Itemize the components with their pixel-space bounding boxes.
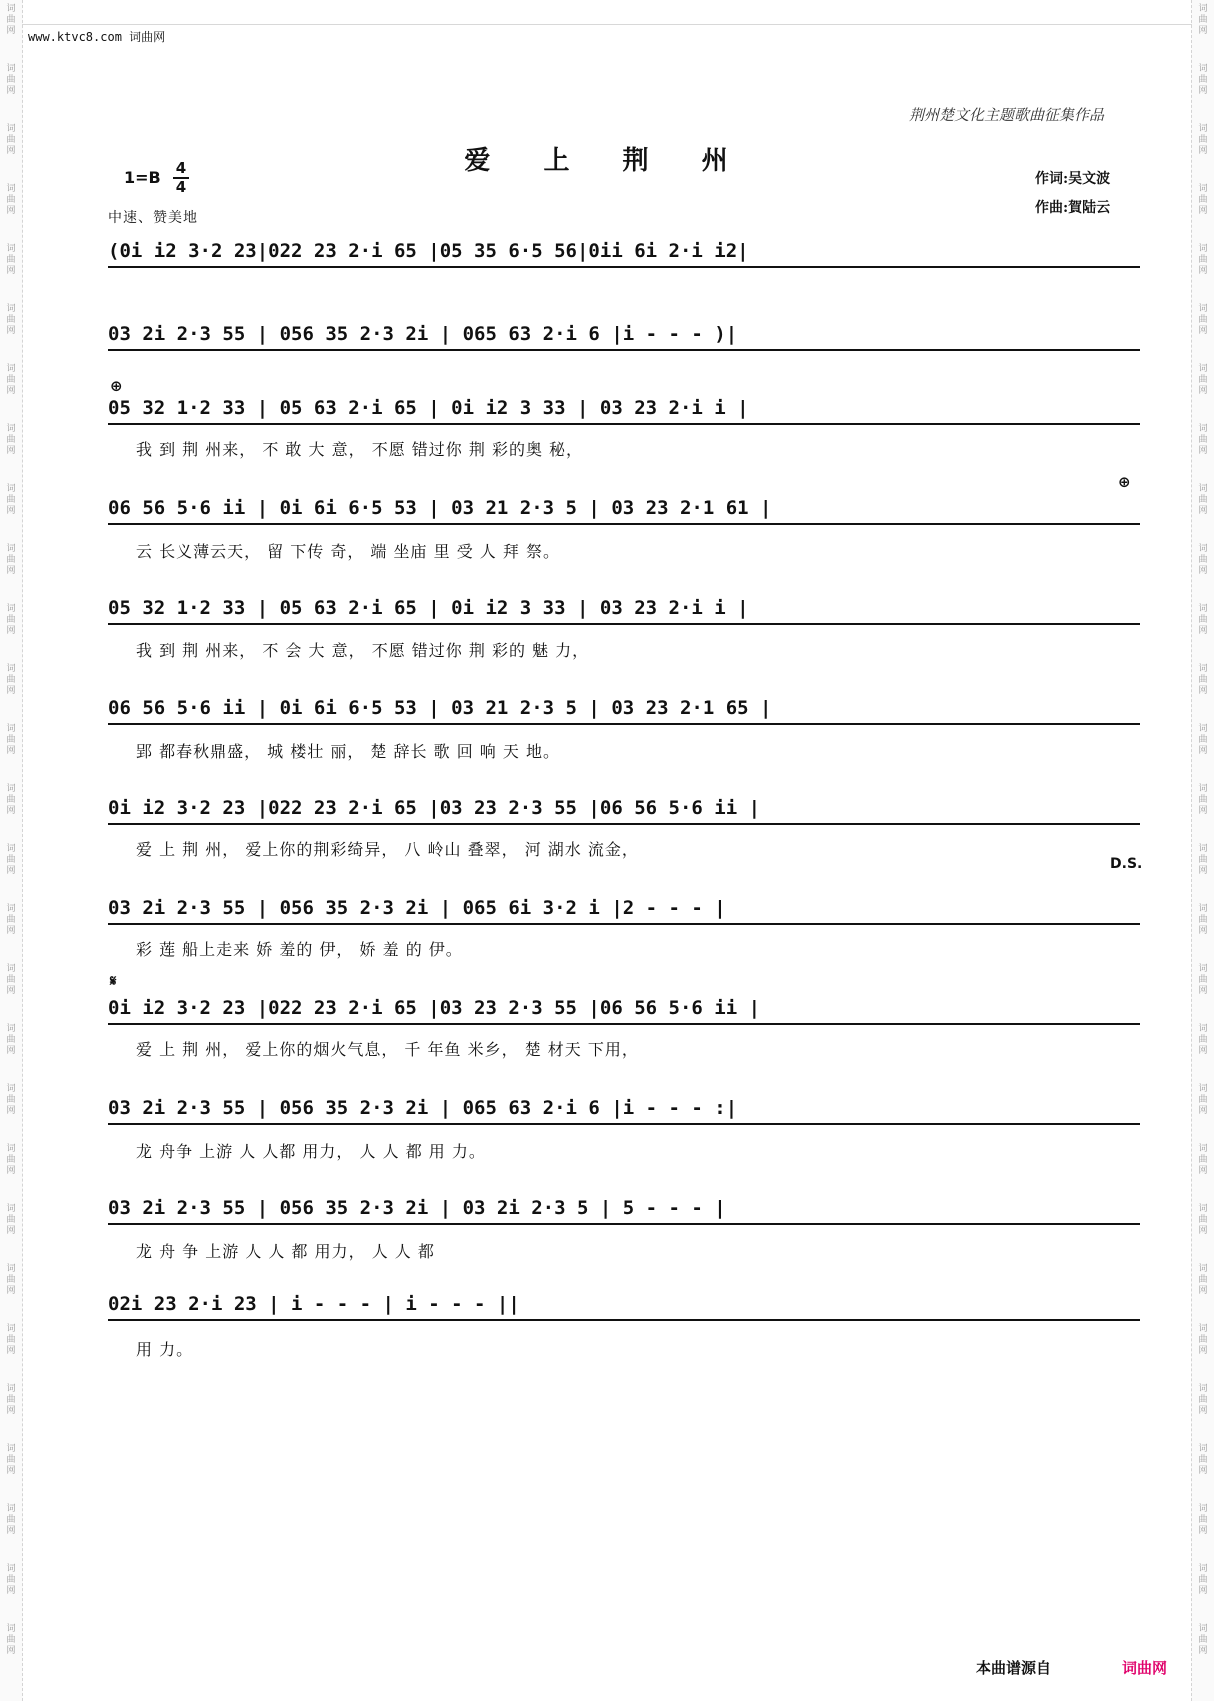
watermark-text: 词 曲 网 (6, 1564, 16, 1596)
ds-marking: D.S. (1110, 856, 1143, 872)
watermark-text: 词 曲 网 (1198, 4, 1208, 36)
notation-line: 0i i2 3·2 23 |022 23 2·i 65 |03 23 2·3 55 |06 56 5·6 ii | (108, 797, 1140, 819)
watermark-text: 词 曲 网 (1198, 604, 1208, 636)
beam-underline (108, 1319, 1140, 1321)
lyric-line: 云 长义薄云天， 留 下传 奇， 端 坐庙 里 受 人 拜 祭。 (136, 542, 560, 561)
watermark-text: 词 曲 网 (6, 664, 16, 696)
watermark-text: 词 曲 网 (6, 1264, 16, 1296)
watermark-text: 词 曲 网 (1198, 1504, 1208, 1536)
watermark-text: 词 曲 网 (6, 1084, 16, 1116)
lyric-line: 龙 舟争 上游 人 人都 用力， 人 人 都 用 力。 (136, 1142, 486, 1161)
site-url-label[interactable]: www.ktvc8.com 词曲网 (28, 30, 166, 44)
key-signature: 1=B (124, 168, 161, 187)
coda-mark-top: ⊕ (110, 377, 123, 395)
time-signature-denominator: 4 (175, 178, 187, 196)
watermark-text: 词 曲 网 (1198, 64, 1208, 96)
watermark-text: 词 曲 网 (1198, 904, 1208, 936)
watermark-text: 词 曲 网 (1198, 1444, 1208, 1476)
lyric-line: 我 到 荆 州来， 不 会 大 意， 不愿 错过你 荆 彩的 魅 力， (136, 641, 590, 660)
beam-underline (108, 723, 1140, 725)
watermark-text: 词 曲 网 (1198, 1564, 1208, 1596)
watermark-text: 词 曲 网 (1198, 1204, 1208, 1236)
beam-underline (108, 923, 1140, 925)
notation-line: 06 56 5·6 ii | 0i 6i 6·5 53 | 03 21 2·3 5 | 03 23 2·1 61 | (108, 497, 1140, 519)
lyric-line: 郢 都春秋鼎盛， 城 楼壮 丽， 楚 辞长 歌 回 响 天 地。 (136, 742, 560, 761)
watermark-text: 词 曲 网 (6, 484, 16, 516)
watermark-text: 词 曲 网 (6, 1504, 16, 1536)
coda-mark-right: ⊕ (1118, 473, 1131, 491)
watermark-text: 词 曲 网 (1198, 1144, 1208, 1176)
tempo-marking: 中速、赞美地 (108, 210, 198, 226)
notation-line: 03 2i 2·3 55 | 056 35 2·3 2i | 065 6i 3·2 i |2 - - - | (108, 897, 1140, 919)
watermark-text: 词 曲 网 (6, 844, 16, 876)
composer-credit: 作曲:賀陆云 (1035, 200, 1111, 216)
notation-line: 02i 23 2·i 23 | i - - - | i - - - || (108, 1293, 1140, 1315)
notation-line: 05 32 1·2 33 | 05 63 2·i 65 | 0i i2 3 33 | 03 23 2·i i | (108, 597, 1140, 619)
beam-underline (108, 1123, 1140, 1125)
time-signature-numerator: 4 (173, 160, 189, 179)
watermark-text: 词 曲 网 (6, 604, 16, 636)
notation-line: 03 2i 2·3 55 | 056 35 2·3 2i | 065 63 2·i 6 |i - - - )| (108, 323, 1140, 345)
watermark-text: 词 曲 网 (1198, 424, 1208, 456)
beam-underline (108, 523, 1140, 525)
watermark-text: 词 曲 网 (6, 1624, 16, 1656)
footer-source-label: 本曲谱源自 (976, 1659, 1052, 1677)
song-title: 爱 上 荆 州 (464, 146, 750, 176)
watermark-text: 词 曲 网 (6, 964, 16, 996)
footer-site-logo[interactable]: 词曲网 (1122, 1659, 1168, 1677)
watermark-text: 词 曲 网 (1198, 844, 1208, 876)
notation-line: 03 2i 2·3 55 | 056 35 2·3 2i | 065 63 2·i 6 |i - - - :| (108, 1097, 1140, 1119)
lyric-line: 龙 舟 争 上游 人 人 都 用力， 人 人 都 (136, 1242, 435, 1261)
watermark-text: 词 曲 网 (1198, 964, 1208, 996)
notation-line: 05 32 1·2 33 | 05 63 2·i 65 | 0i i2 3 33 | 03 23 2·i i | (108, 397, 1140, 419)
watermark-text: 词 曲 网 (6, 904, 16, 936)
beam-underline (108, 423, 1140, 425)
watermark-text: 词 曲 网 (6, 1144, 16, 1176)
notation-line: 03 2i 2·3 55 | 056 35 2·3 2i | 03 2i 2·3 5 | 5 - - - | (108, 1197, 1140, 1219)
lyric-line: 我 到 荆 州来， 不 敢 大 意， 不愿 错过你 荆 彩的奥 秘， (136, 440, 584, 459)
watermark-text: 词 曲 网 (1198, 544, 1208, 576)
lyricist-credit: 作词:吴文波 (1035, 171, 1111, 187)
watermark-text: 词 曲 网 (1198, 304, 1208, 336)
lyric-line: 用 力。 (136, 1340, 194, 1359)
watermark-text: 词 曲 网 (6, 424, 16, 456)
watermark-text: 词 曲 网 (1198, 1624, 1208, 1656)
watermark-text: 词 曲 网 (6, 1444, 16, 1476)
watermark-text: 词 曲 网 (1198, 244, 1208, 276)
lyric-line: 彩 莲 船上走来 娇 羞的 伊， 娇 羞 的 伊。 (136, 940, 463, 959)
watermark-text: 词 曲 网 (6, 544, 16, 576)
watermark-text: 词 曲 网 (6, 364, 16, 396)
header-rule (22, 24, 1192, 25)
beam-underline (108, 266, 1140, 268)
collection-label: 荆州楚文化主题歌曲征集作品 (908, 106, 1104, 124)
beam-underline (108, 1023, 1140, 1025)
beam-underline (108, 623, 1140, 625)
watermark-text: 词 曲 网 (1198, 124, 1208, 156)
beam-underline (108, 349, 1140, 351)
watermark-text: 词 曲 网 (6, 4, 16, 36)
watermark-text: 词 曲 网 (1198, 664, 1208, 696)
watermark-text: 词 曲 网 (6, 304, 16, 336)
watermark-text: 词 曲 网 (1198, 1084, 1208, 1116)
notation-line: 0i i2 3·2 23 |022 23 2·i 65 |03 23 2·3 55 |06 56 5·6 ii | (108, 997, 1140, 1019)
watermark-text: 词 曲 网 (1198, 784, 1208, 816)
lyric-line: 爱 上 荆 州， 爱上你的荆彩绮异， 八 岭山 叠翠， 河 湖水 流金， (136, 840, 639, 859)
watermark-text: 词 曲 网 (1198, 484, 1208, 516)
watermark-text: 词 曲 网 (1198, 1264, 1208, 1296)
watermark-text: 词 曲 网 (1198, 1024, 1208, 1056)
watermark-text: 词 曲 网 (6, 1384, 16, 1416)
watermark-text: 词 曲 网 (6, 64, 16, 96)
watermark-text: 词 曲 网 (6, 784, 16, 816)
watermark-text: 词 曲 网 (1198, 1324, 1208, 1356)
watermark-text: 词 曲 网 (6, 184, 16, 216)
watermark-text: 词 曲 网 (1198, 724, 1208, 756)
notation-line: (0i i2 3·2 23|022 23 2·i 65 |05 35 6·5 56|0ii 6i 2·i i2| (108, 240, 1140, 262)
watermark-text: 词 曲 网 (6, 1204, 16, 1236)
watermark-text: 词 曲 网 (6, 724, 16, 756)
segno-mark: 𝄋 (110, 972, 117, 990)
watermark-text: 词 曲 网 (6, 1324, 16, 1356)
watermark-text: 词 曲 网 (6, 244, 16, 276)
beam-underline (108, 823, 1140, 825)
time-signature (173, 160, 189, 196)
watermark-text: 词 曲 网 (1198, 1384, 1208, 1416)
watermark-text: 词 曲 网 (1198, 364, 1208, 396)
lyric-line: 爱 上 荆 州， 爱上你的烟火气息， 千 年鱼 米乡， 楚 材天 下用， (136, 1040, 639, 1059)
watermark-text: 词 曲 网 (6, 124, 16, 156)
beam-underline (108, 1223, 1140, 1225)
notation-line: 06 56 5·6 ii | 0i 6i 6·5 53 | 03 21 2·3 5 | 03 23 2·1 65 | (108, 697, 1140, 719)
watermark-text: 词 曲 网 (1198, 184, 1208, 216)
watermark-text: 词 曲 网 (6, 1024, 16, 1056)
